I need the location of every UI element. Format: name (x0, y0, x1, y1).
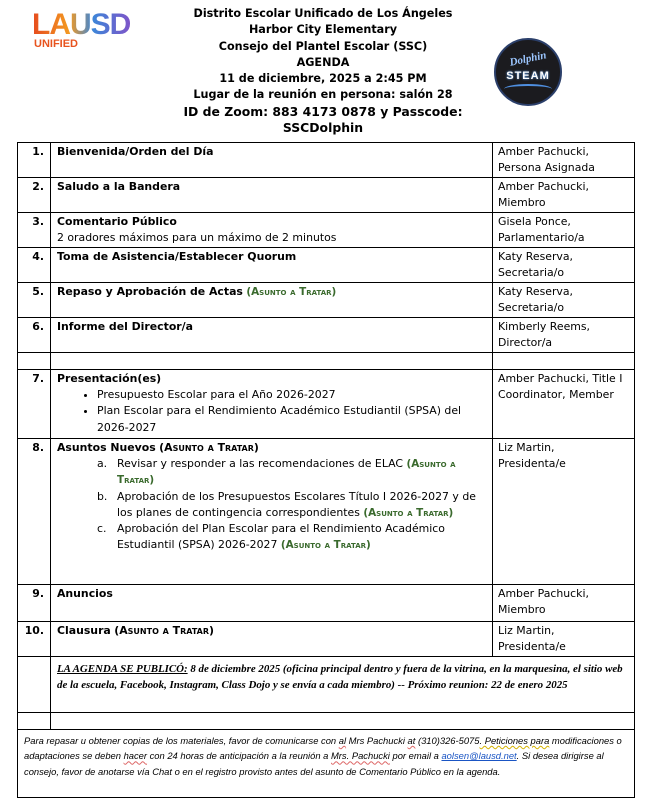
list-item-text: Aprobación de los Presupuestos Escolares Título I 2026-2027 y de los planes de contingencia correspondientes (117, 489, 476, 519)
item-number: 2. (18, 178, 51, 213)
email-link[interactable]: aolsen@lausd.net (441, 750, 517, 762)
emblem-bottom-text: STEAM (506, 70, 550, 82)
owner-role: Secretaria/o (498, 266, 564, 280)
action-tag: (Asunto a Tratar) (117, 458, 456, 487)
item-title-text: Bienvenida/Orden del Día (57, 145, 214, 158)
owner-role: Persona Asignada (498, 161, 595, 175)
list-letter: c. (97, 522, 107, 536)
lausd-logo (32, 10, 154, 48)
list-item-text: Aprobación del Plan Escolar para el Rendimiento Académico Estudiantil (SPSA) 2026-2027 (117, 522, 445, 552)
item-title (51, 178, 493, 213)
item-number: 8. (18, 439, 51, 585)
list-letter: b. (97, 489, 108, 503)
owner-name: Amber Pachucki, (498, 180, 589, 193)
owner-role: Miembro (498, 196, 546, 210)
meeting-date: 11 de diciembre, 2025 a 2:45 PM (219, 72, 427, 86)
owner-name: Katy Reserva, (498, 250, 574, 263)
item-owner (493, 248, 635, 283)
item-owner (493, 622, 635, 657)
item-number: 10. (18, 622, 51, 657)
item-owner (493, 143, 635, 178)
item-title (51, 370, 493, 439)
item-title (51, 143, 493, 178)
owner-name: Liz Martin, (498, 441, 555, 454)
footer-text: con 24 horas de anticipación a la reunión a (147, 750, 331, 762)
item-title-text: Saludo a la Bandera (57, 180, 181, 193)
action-tag: (Asunto a Tratar) (159, 441, 259, 454)
list-item (97, 489, 488, 521)
table-row (18, 143, 635, 178)
owner-name: Amber Pachucki, (498, 587, 589, 600)
action-tag: (Asunto a Tratar) (363, 506, 454, 519)
footer-text: . Peticiones para (479, 735, 550, 746)
table-row (18, 318, 635, 353)
table-row (18, 283, 635, 318)
table-row (18, 248, 635, 283)
item-owner (493, 283, 635, 318)
owner-name: Gisela Ponce, (498, 215, 571, 228)
table-row (18, 213, 635, 248)
owner-role: Presidenta/e (498, 457, 566, 471)
owner-role: Parlamentario/a (498, 231, 585, 245)
empty-cell (493, 353, 635, 370)
item-owner (493, 213, 635, 248)
table-row (18, 439, 635, 585)
list-letter: a. (97, 457, 108, 471)
footer-note (18, 730, 635, 798)
table-row-empty (18, 713, 635, 730)
item-detail: 2 oradores máximos para un máximo de 2 minutos (57, 231, 337, 245)
owner-name: Liz Martin, (498, 624, 555, 637)
footer-text: at (407, 735, 416, 746)
owner-role: Secretaria/o (498, 301, 564, 315)
owner-name: Kimberly Reems, (498, 320, 591, 333)
council-name: Consejo del Plantel Escolar (SSC) (218, 39, 428, 53)
item-title-text: Asuntos Nuevos (57, 441, 156, 454)
district-name: Distrito Escolar Unificado de Los Ángeles (193, 7, 453, 20)
table-row (18, 370, 635, 439)
table-row (18, 585, 635, 622)
table-row-notice (18, 657, 635, 713)
item-title (51, 318, 493, 353)
agenda-header (150, 6, 496, 136)
empty-cell (18, 657, 51, 713)
new-business-list (57, 456, 488, 553)
logo-subtext: UNIFIED (34, 38, 78, 50)
footer-text: al (338, 735, 347, 746)
item-number: 6. (18, 318, 51, 353)
item-title-text: Clausura (57, 624, 111, 637)
meeting-location: Lugar de la reunión en persona: salón 28 (193, 88, 453, 102)
list-item: • Plan Escolar para el Rendimiento Académico Estudiantil (SPSA) del 2026-2027 (97, 403, 488, 435)
item-title (51, 283, 493, 318)
presentation-list (57, 387, 488, 436)
owner-name: Katy Reserva, (498, 285, 574, 298)
owner-name: Amber Pachucki, Title I (498, 372, 623, 385)
empty-cell (18, 713, 51, 730)
owner-name: Amber Pachucki, (498, 145, 589, 158)
footer-text: hacer (123, 750, 148, 762)
item-title-text: Presentación(es) (57, 372, 162, 385)
item-number: 4. (18, 248, 51, 283)
action-tag: (Asunto a Tratar) (114, 624, 214, 637)
item-owner (493, 585, 635, 622)
item-title (51, 622, 493, 657)
emblem-top-text: Dolphin (508, 49, 548, 69)
item-owner (493, 178, 635, 213)
list-item (97, 456, 488, 488)
action-tag: (Asunto a Tratar) (246, 286, 337, 298)
item-title-text: Repaso y Aprobación de Actas (57, 285, 243, 298)
footer-text: Mrs. Pachucki (331, 750, 390, 762)
table-row-footer (18, 730, 635, 798)
action-tag: (Asunto a Tratar) (280, 539, 371, 552)
footer-text: . Si desea dirigirse al consejo, favor de anotarse vía Chat o en el registro provisto antes del asunto de Comentario Público en la agenda. (24, 750, 604, 777)
logo-wordmark: LAUSD (32, 8, 131, 41)
empty-cell (18, 353, 51, 370)
emblem-wave (504, 84, 552, 94)
item-title-text: Comentario Público (57, 215, 177, 228)
footer-text: Mrs Pachucki (346, 735, 408, 746)
footer-phone: (310)326-5075 (415, 735, 480, 746)
item-title (51, 248, 493, 283)
footer-text: Para repasar u obtener copias de los materiales, favor de comunicarse con (24, 735, 339, 746)
item-title (51, 585, 493, 622)
table-row (18, 622, 635, 657)
document-title: AGENDA (296, 55, 350, 69)
item-number: 3. (18, 213, 51, 248)
item-owner (493, 439, 635, 585)
item-number: 5. (18, 283, 51, 318)
school-emblem (494, 38, 562, 106)
table-row (18, 178, 635, 213)
empty-cell (51, 353, 493, 370)
owner-role: Coordinator, Member (498, 388, 614, 402)
item-title-text: Anuncios (57, 587, 113, 600)
agenda-table (17, 142, 635, 798)
item-number: 1. (18, 143, 51, 178)
item-title-text: Toma de Asistencia/Establecer Quorum (57, 250, 297, 263)
item-title (51, 439, 493, 585)
owner-role: Director/a (498, 336, 553, 350)
footer-text: por email a (389, 750, 442, 762)
item-title-text: Informe del Director/a (57, 320, 193, 333)
list-item (97, 521, 488, 553)
empty-cell (51, 713, 635, 730)
footer-text: modificaciones o adaptaciones se deben (24, 735, 622, 762)
publication-notice (51, 657, 635, 713)
owner-role: Miembro (498, 603, 546, 617)
item-title (51, 213, 493, 248)
notice-body: 8 de diciembre 2025 (oficina principal dentro y fuera de la vitrina, en la marquesina, el sitio web de la escuela, Facebook, Instagram, Class Dojo y se envía a cada miembro) -- Próximo reunion: 22 de enero 2025 (57, 663, 623, 692)
zoom-info: ID de Zoom: 883 4173 0878 y Passcode: SSCDolphin (183, 103, 463, 136)
owner-role: Presidenta/e (498, 640, 566, 654)
list-item: • Presupuesto Escolar para el Año 2026-2027 (97, 387, 488, 403)
item-number: 7. (18, 370, 51, 439)
notice-lead: LA AGENDA SE PUBLICÓ: (57, 663, 188, 675)
item-number: 9. (18, 585, 51, 622)
table-row-empty (18, 353, 635, 370)
school-name: Harbor City Elementary (248, 23, 398, 37)
item-owner (493, 370, 635, 439)
list-item-text: Revisar y responder a las recomendaciones de ELAC (117, 457, 403, 471)
item-owner (493, 318, 635, 353)
